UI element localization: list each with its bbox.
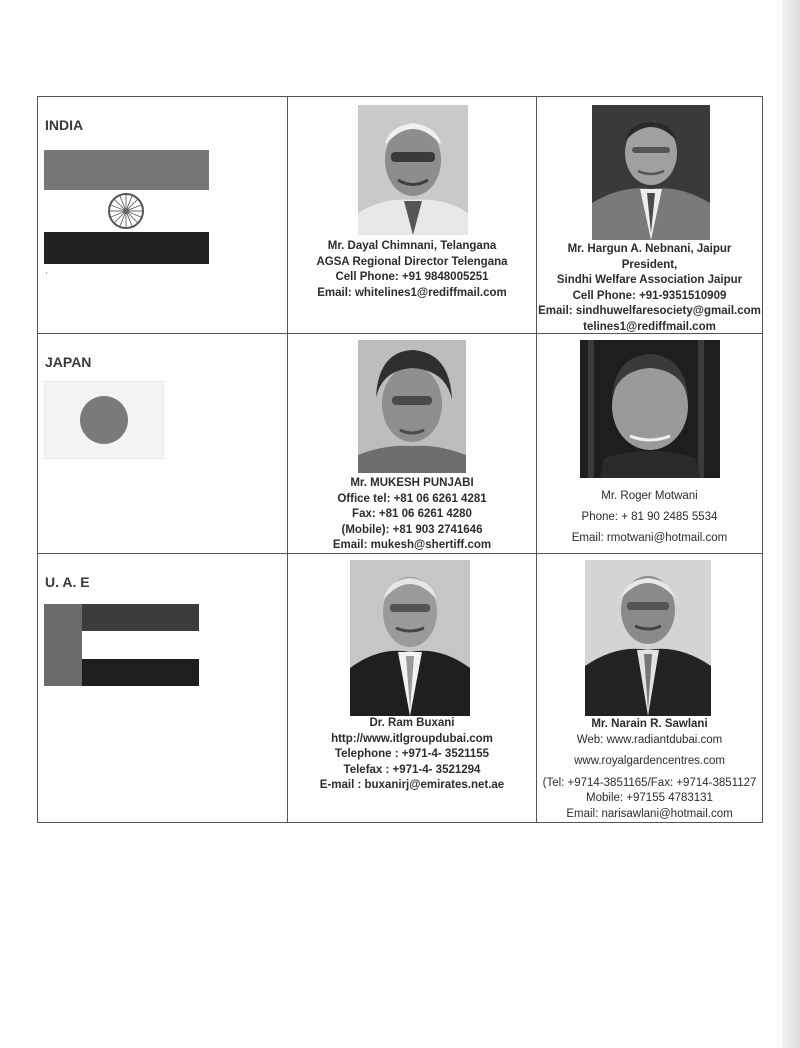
contact-line: Email: mukesh@shertiff.com: [332, 539, 492, 551]
contact-line: Web: www.radiantdubai.com: [576, 733, 723, 746]
contact-line: Sindhi Welfare Association Jaipur: [556, 274, 743, 286]
contact-line: Cell Phone: +91-9351510909: [572, 289, 727, 302]
contact-line: Fax: +81 06 6261 4280: [352, 508, 472, 520]
contact-line: Dr. Ram Buxani: [369, 717, 455, 729]
contact-line: Cell Phone: +91 9848005251: [335, 271, 489, 283]
contact-details: [537, 717, 762, 822]
contact-details: [288, 716, 536, 794]
india-flag-icon: [44, 150, 209, 264]
contact-details: [537, 486, 762, 549]
portrait-photo: [592, 105, 710, 240]
country-name: U. A. E: [45, 574, 90, 590]
contact-details: [537, 242, 762, 335]
contact-line: Mobile: +97155 4783131: [586, 792, 713, 804]
contact-cell: [288, 554, 537, 822]
contact-cell: [537, 334, 762, 553]
contact-line: Email: whitelines1@rediffmail.com: [317, 286, 507, 299]
country-cell: [38, 554, 288, 822]
contact-line: Email: narisawlani@hotmail.com: [566, 807, 733, 820]
contact-details: [288, 239, 536, 301]
contact-line: telines1@rediffmail.com: [583, 320, 716, 333]
country-name: JAPAN: [45, 354, 92, 370]
contact-line: Office tel: +81 06 6261 4281: [337, 492, 487, 505]
contact-line: E-mail : buxanirj@emirates.net.ae: [319, 779, 505, 791]
uae-flag-icon: [44, 604, 199, 686]
contact-line: Telephone : +971-4- 3521155: [334, 748, 490, 760]
contacts-table: [37, 96, 763, 823]
japan-flag-icon: [44, 381, 164, 459]
page-edge-shadow: [782, 0, 800, 1048]
contact-line: Mr. MUKESH PUNJABI: [350, 477, 474, 489]
contact-cell: [537, 97, 762, 333]
contact-line: Email: sindhuwelfaresociety@gmail.com: [538, 305, 761, 317]
contact-line: Mr. Dayal Chimnani, Telangana: [327, 240, 497, 252]
portrait-photo: [358, 105, 468, 235]
country-cell: [38, 334, 288, 553]
country-name: INDIA: [45, 117, 84, 133]
portrait-photo: [350, 560, 470, 716]
contact-cell: [288, 334, 537, 553]
contact-line: Mr. Roger Motwani: [601, 490, 698, 502]
country-cell: [38, 97, 288, 333]
contact-line: http://www.itlgroupdubai.com: [331, 732, 493, 745]
contact-cell: [537, 554, 762, 822]
portrait-photo: [585, 560, 711, 716]
contact-line: President,: [621, 258, 678, 271]
contact-line: Phone: + 81 90 2485 5534: [581, 511, 718, 523]
contact-line: Email: rmotwani@hotmail.com: [571, 532, 728, 544]
table-row-india: [38, 97, 762, 334]
contact-details: [288, 476, 536, 554]
portrait-photo: [358, 340, 466, 473]
contact-line: Telefax : +971-4- 3521294: [343, 763, 481, 776]
contact-line: www.royalgardencentres.com: [574, 755, 725, 767]
table-row-japan: [38, 334, 762, 554]
contact-cell: [288, 97, 537, 333]
contact-line: Mr. Narain R. Sawlani: [591, 718, 708, 730]
portrait-photo: [580, 340, 720, 478]
contact-line: (Mobile): +81 903 2741646: [341, 523, 483, 536]
table-row-uae: [38, 554, 762, 822]
stray-mark: ': [46, 271, 48, 280]
contact-line: AGSA Regional Director Telengana: [316, 255, 508, 268]
contact-line: (Tel: +9714-3851165/Fax: +9714-3851127: [542, 776, 757, 789]
contact-line: Mr. Hargun A. Nebnani, Jaipur: [567, 243, 732, 255]
